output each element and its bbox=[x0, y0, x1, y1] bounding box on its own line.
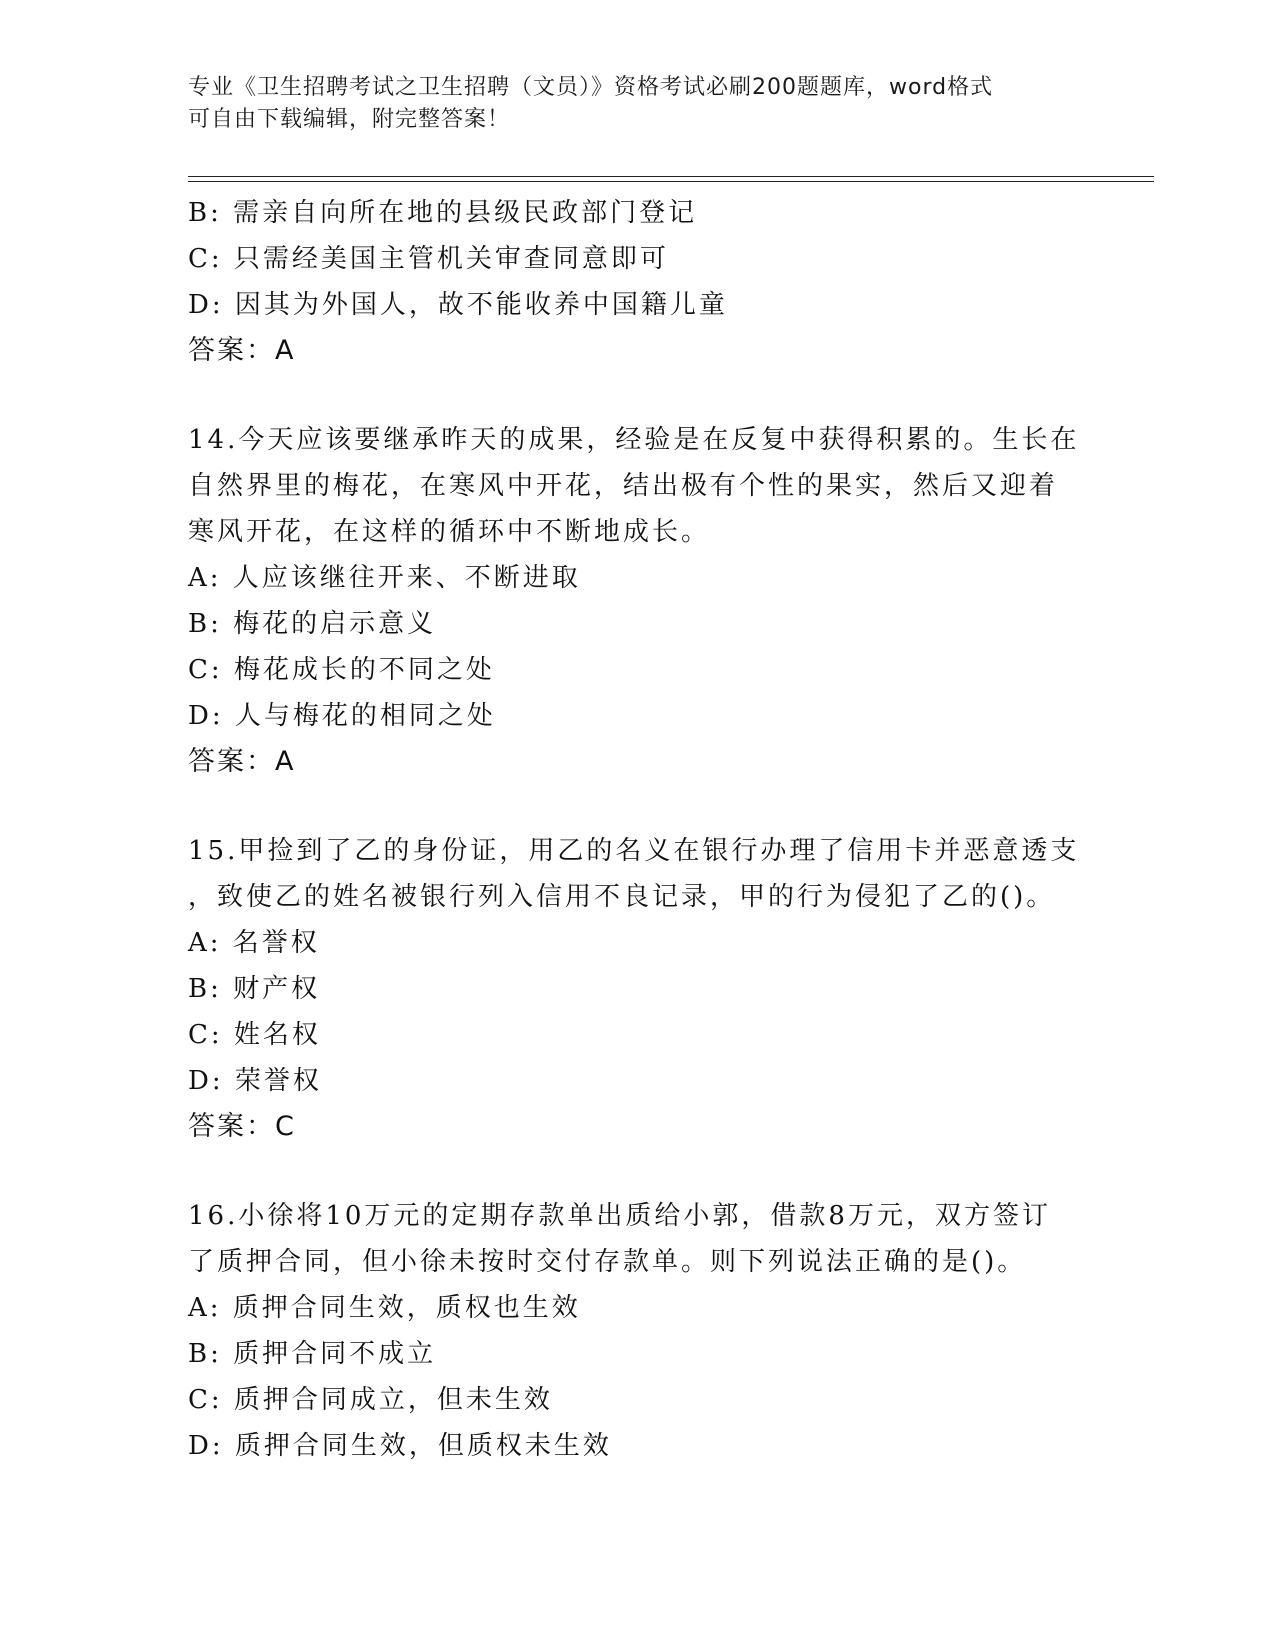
answer: 答案：A bbox=[188, 746, 296, 777]
option-a: A: 名誉权 bbox=[188, 928, 320, 958]
option-b: B: 需亲自向所在地的县级民政部门登记 bbox=[188, 198, 698, 228]
option-c: C: 梅花成长的不同之处 bbox=[188, 655, 495, 685]
document-header bbox=[188, 72, 1088, 136]
option-b: B: 梅花的启示意义 bbox=[188, 609, 437, 639]
option-c: C: 质押合同成立，但未生效 bbox=[188, 1385, 553, 1415]
option-d: D: 人与梅花的相同之处 bbox=[188, 701, 496, 731]
question-stem-line: ，致使乙的姓名被银行列入信用不良记录，甲的行为侵犯了乙的()。 bbox=[188, 882, 1056, 912]
question-stem-line: 自然界里的梅花，在寒风中开花，结出极有个性的果实，然后又迎着 bbox=[188, 471, 1059, 501]
option-d: D: 质押合同生效，但质权未生效 bbox=[188, 1431, 612, 1461]
option-c: C: 只需经美国主管机关审查同意即可 bbox=[188, 244, 669, 274]
header-divider-bottom bbox=[188, 181, 1154, 182]
option-b: B: 财产权 bbox=[188, 974, 321, 1004]
header-divider-top bbox=[188, 176, 1154, 177]
question-stem-line: 了质押合同，但小徐未按时交付存款单。则下列说法正确的是()。 bbox=[188, 1247, 1027, 1277]
option-b: B: 质押合同不成立 bbox=[188, 1339, 437, 1369]
answer: 答案：C bbox=[188, 1111, 296, 1142]
option-a: A: 人应该继往开来、不断进取 bbox=[188, 563, 581, 593]
option-d: D: 因其为外国人，故不能收养中国籍儿童 bbox=[188, 290, 728, 320]
option-d: D: 荣誉权 bbox=[188, 1066, 322, 1096]
question-stem-line: 寒风开花，在这样的循环中不断地成长。 bbox=[188, 517, 711, 547]
answer: 答案：A bbox=[188, 335, 296, 366]
header-line-2: 可自由下载编辑，附完整答案！ bbox=[188, 107, 511, 132]
question-stem-line: 15.甲捡到了乙的身份证，用乙的名义在银行办理了信用卡并恶意透支 bbox=[188, 836, 1080, 866]
question-13-tail bbox=[188, 190, 1088, 374]
option-a: A: 质押合同生效，质权也生效 bbox=[188, 1293, 581, 1323]
question-16 bbox=[188, 1193, 1088, 1469]
header-line-1: 专业《卫生招聘考试之卫生招聘（文员）》资格考试必刷200题题库，word格式 bbox=[188, 75, 994, 100]
question-list bbox=[188, 190, 1088, 1469]
question-stem-line: 16.小徐将10万元的定期存款单出质给小郭，借款8万元，双方签订 bbox=[188, 1201, 1051, 1231]
question-stem-line: 14.今天应该要继承昨天的成果，经验是在反复中获得积累的。生长在 bbox=[188, 425, 1080, 455]
question-15 bbox=[188, 828, 1088, 1150]
question-14 bbox=[188, 417, 1088, 785]
option-c: C: 姓名权 bbox=[188, 1020, 321, 1050]
